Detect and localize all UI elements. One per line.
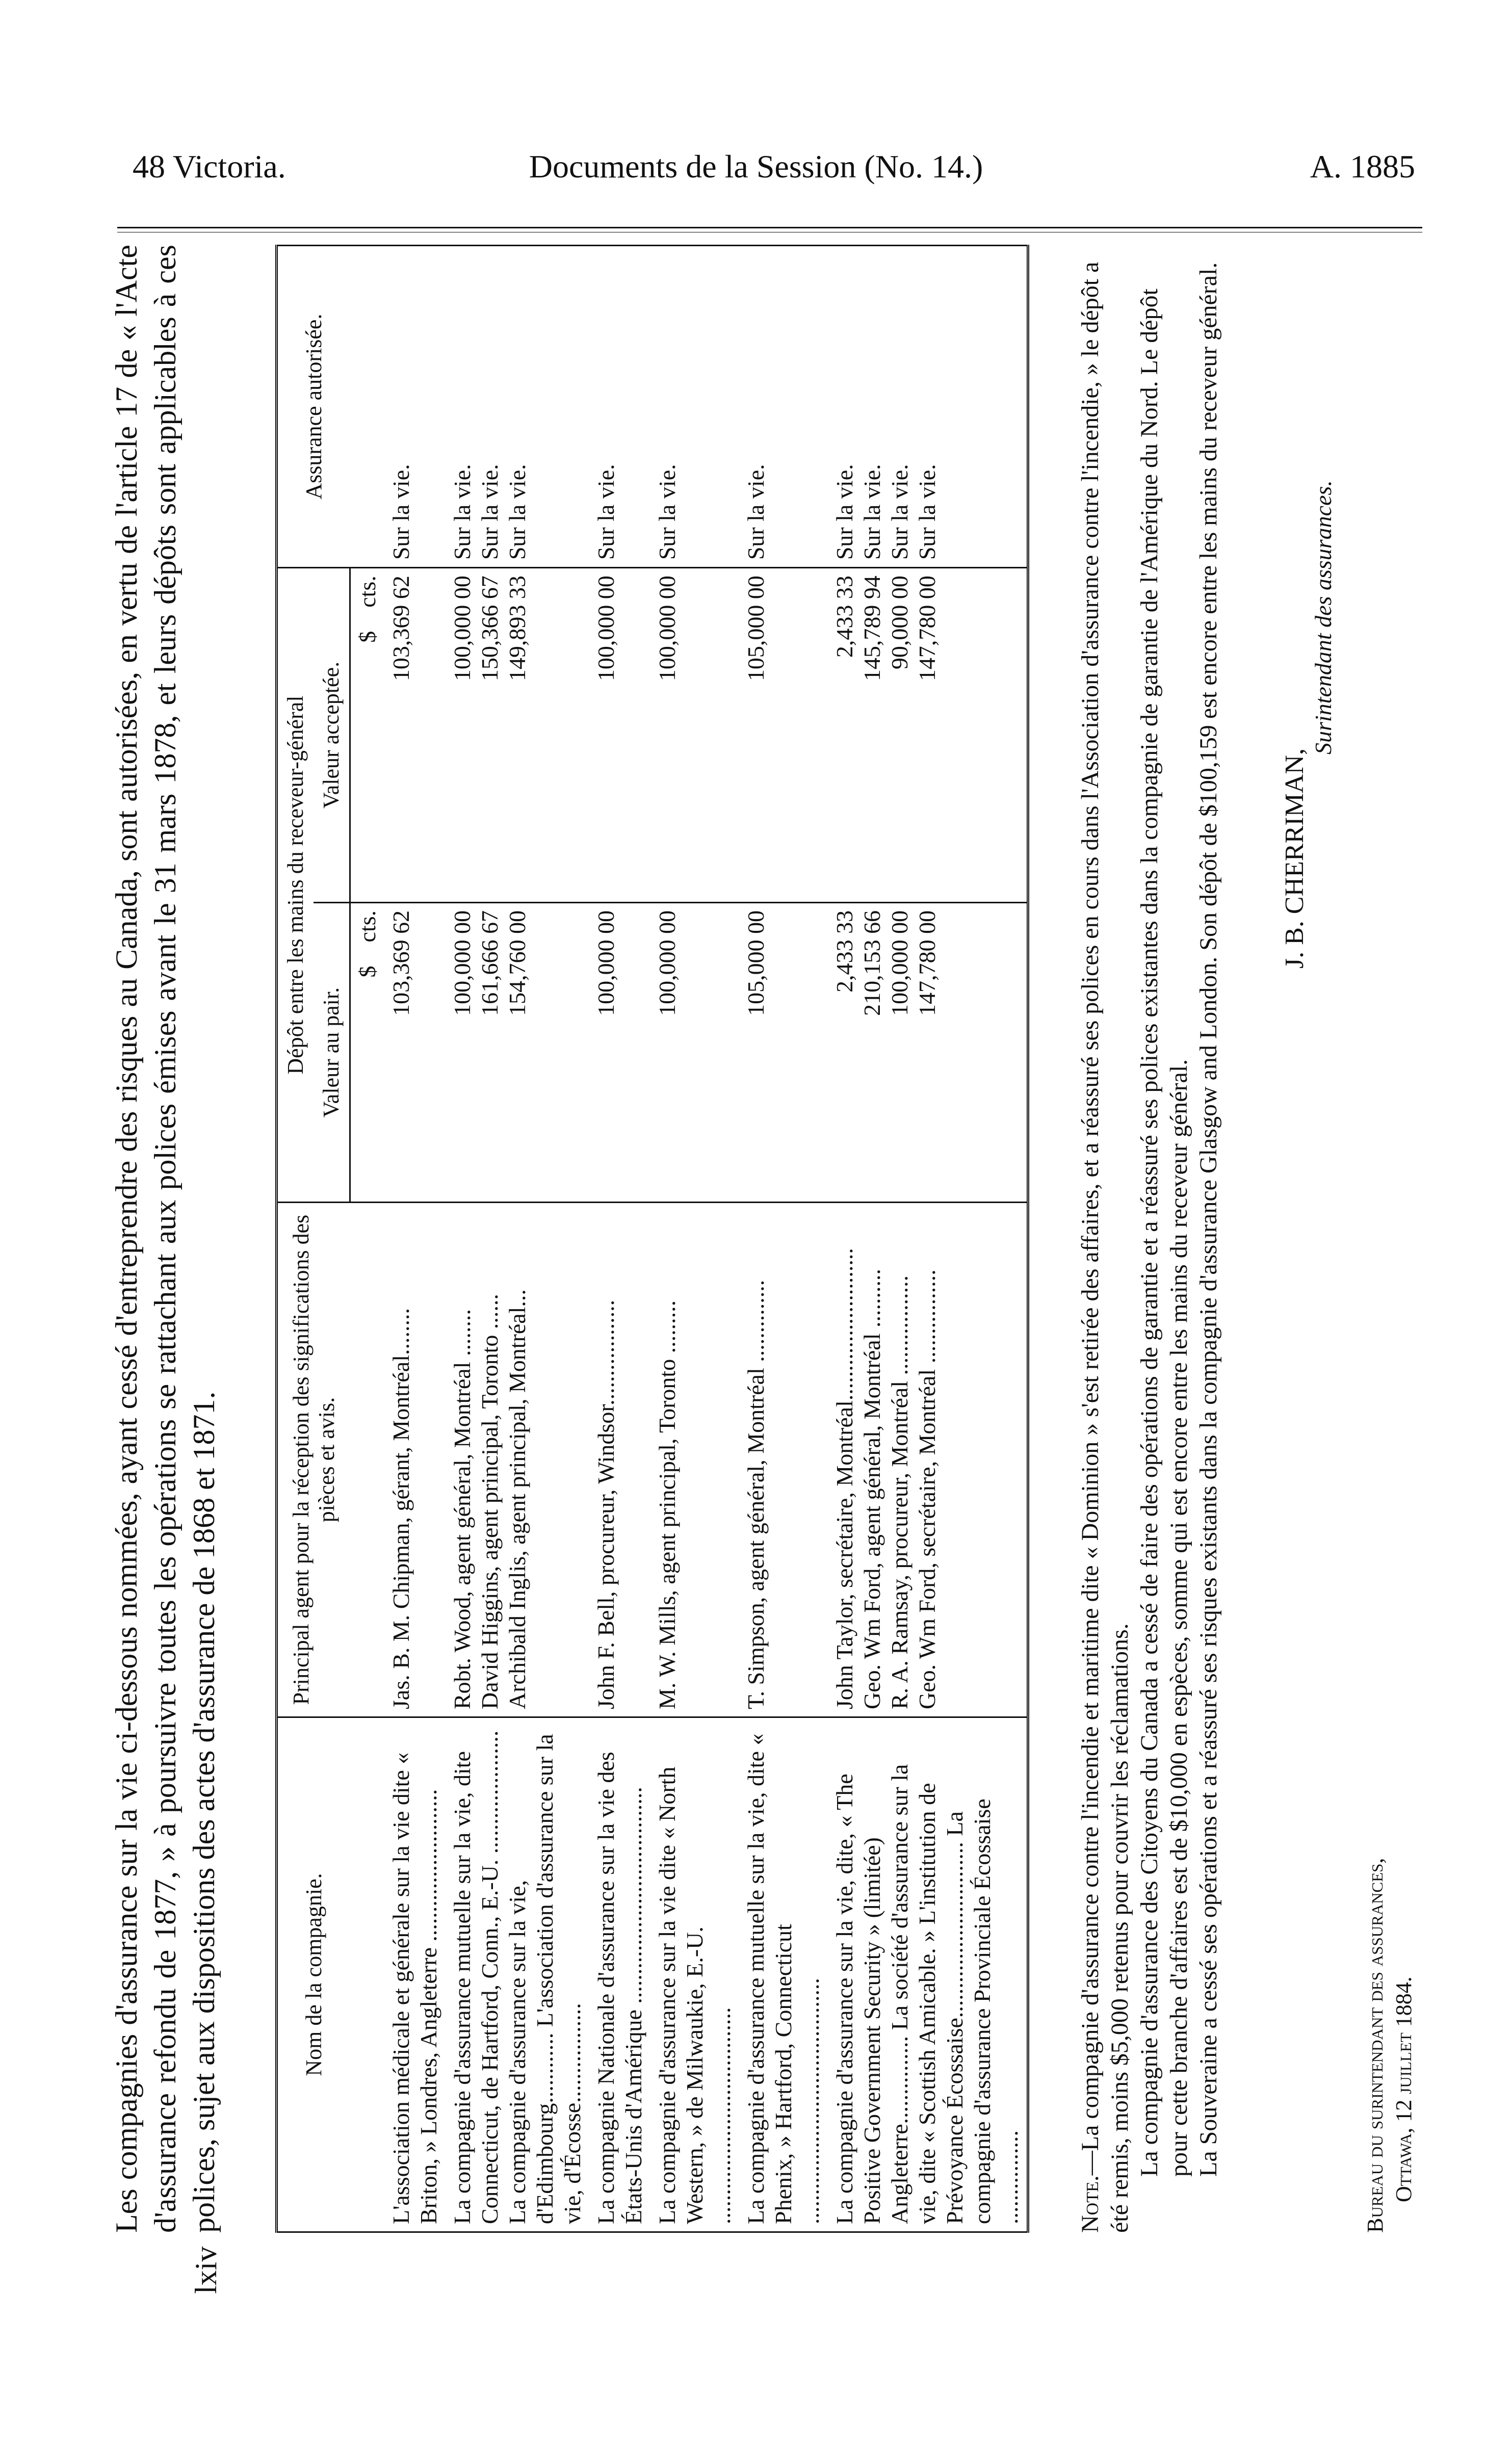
authorized-cell-line: Sur la vie. xyxy=(449,464,475,560)
agent-cell-line: Geo. Wm Ford, secrétaire, Montréal ................ xyxy=(914,1269,940,1709)
header-rule xyxy=(117,227,1422,228)
intro-paragraph: Les compagnies d'assurance sur la vie ci-dessous nommées, ayant cessé d'entreprendre des risques au Canada, sont autorisées, en vertu de l'article 17 de « l'Acte d'assurance refondu de 1877, » à poursuivre toutes les opérations se rattachant aux polices émises avant le 31 mars 1878, et leurs dépôts sont applicables à ces polices, sujet aux dispositions des actes d'assurance de 1868 et 1871. xyxy=(110,245,221,2233)
table-row xyxy=(589,246,650,2232)
unit-blank xyxy=(350,246,385,568)
accepted-value-cell xyxy=(739,568,828,903)
signature-name: J. B. CHERRIMAN, xyxy=(1280,748,1309,969)
table-row xyxy=(739,246,828,2232)
table-row xyxy=(828,246,1028,2232)
authorized-cell xyxy=(589,246,650,568)
agent-cell xyxy=(446,1203,589,1717)
accepted-value-cell xyxy=(650,568,739,903)
bureau-block xyxy=(1361,1858,1418,2233)
par-value-cell-line: 147,780 00 xyxy=(914,910,940,1016)
note-para-1 xyxy=(1076,245,1135,2233)
unit-par xyxy=(350,902,385,1202)
authorized-cell xyxy=(650,246,739,568)
unit-row xyxy=(350,246,385,2232)
agent-cell xyxy=(384,1203,446,1717)
agent-cell-line: David Higgins, agent principal, Toronto ...... xyxy=(477,1294,503,1709)
accepted-value-cell-line: 90,000 00 xyxy=(887,576,913,670)
signature-block xyxy=(1280,480,1337,969)
unit-dollar: $ xyxy=(354,631,380,643)
authorized-cell xyxy=(446,246,589,568)
agent-cell-line: T. Simpson, agent général, Montréal .............. xyxy=(743,1280,769,1709)
note-section xyxy=(1076,245,1223,2233)
accepted-value-cell-line: 147,780 00 xyxy=(914,576,940,682)
note-para-3: La Souveraine a cessé ses opérations et a réassuré ses risques existants dans la compagnie d'assurance Glasgow and London. Son dépôt de $100,159 est encore entre les mains du receveur général. xyxy=(1195,262,1222,2177)
unit-blank xyxy=(350,1203,385,1717)
agent-cell-line: R. A. Ramsay, procureur, Montréal ................. xyxy=(887,1275,913,1709)
par-value-cell xyxy=(446,902,589,1202)
authorized-cell-line: Sur la vie. xyxy=(477,464,503,560)
agent-cell-line: John F. Bell, procureur, Windsor.................. xyxy=(593,1299,619,1709)
authorized-cell-line: Sur la vie. xyxy=(743,464,769,560)
company-cell: La compagnie Nationale d'assurance sur la vie des États-Unis d'Amérique ..................................... xyxy=(589,1717,650,2232)
header-left: 48 Victoria. xyxy=(133,148,286,185)
header-right: A. 1885 xyxy=(1310,148,1415,185)
par-value-cell-line: 103,369 62 xyxy=(388,910,414,1016)
accepted-value-cell xyxy=(384,568,446,903)
unit-cents: cts. xyxy=(354,576,380,608)
agent-cell-line: Geo. Wm Ford, agent général, Montréal .......... xyxy=(859,1269,885,1709)
par-value-cell-line: 161,666 67 xyxy=(477,910,503,1016)
deposits-table xyxy=(275,245,1029,2233)
authorized-cell-line: Sur la vie. xyxy=(388,464,414,560)
par-value-cell-line: 210,153 66 xyxy=(859,910,885,1016)
accepted-value-cell-line: 2,433 33 xyxy=(831,576,857,658)
company-cell: L'association médicale et générale sur la vie dite « Briton, » Londres, Angleterre .......................... xyxy=(384,1717,446,2232)
par-value-cell-line: 154,760 00 xyxy=(504,910,530,1016)
agent-cell xyxy=(828,1203,1028,1717)
authorized-cell xyxy=(828,246,1028,568)
company-cell: La compagnie d'assurance sur la vie dite « North Western, » de Milwaukie, E.-U. ..................................... xyxy=(650,1717,739,2232)
accepted-value-cell-line: 100,000 00 xyxy=(449,576,475,682)
header-center: Documents de la Session (No. 14.) xyxy=(529,148,983,185)
agent-cell xyxy=(650,1203,739,1717)
par-value-cell xyxy=(739,902,828,1202)
table-row xyxy=(650,246,739,2232)
rotated-content xyxy=(107,245,1463,2294)
authorized-cell-line: Sur la vie. xyxy=(887,464,913,560)
signature-title: Surintendant des assurances. xyxy=(1310,480,1336,754)
authorized-cell xyxy=(739,246,828,568)
note-label: Note. xyxy=(1077,2175,1104,2233)
unit-cents: cts. xyxy=(354,910,380,943)
accepted-value-cell xyxy=(446,568,589,903)
accepted-value-cell-line: 149,893 33 xyxy=(504,576,530,682)
accepted-value-cell-line: 100,000 00 xyxy=(654,576,680,682)
par-value-cell xyxy=(589,902,650,1202)
page-number: lxiv xyxy=(189,2246,223,2294)
unit-blank xyxy=(350,1717,385,2232)
par-value-cell-line: 105,000 00 xyxy=(743,910,769,1016)
agent-cell xyxy=(589,1203,650,1717)
col-deposit-header: Dépôt entre les mains du receveur-général xyxy=(277,568,314,1203)
col-agent-header: Principal agent pour la réception des significations des pièces et avis. xyxy=(277,1203,350,1717)
accepted-value-cell-line: 100,000 00 xyxy=(593,576,619,682)
authorized-cell-line: Sur la vie. xyxy=(593,464,619,560)
accepted-value-cell xyxy=(589,568,650,903)
bureau-line-1: Bureau du surintendant des assurances, xyxy=(1363,1858,1388,2233)
accepted-value-cell-line: 103,369 62 xyxy=(388,576,414,682)
col-authorized-header: Assurance autorisée. xyxy=(277,246,350,568)
col-company-header: Nom de la compagnie. xyxy=(277,1717,350,2232)
company-cell: La compagnie d'assurance mutuelle sur la vie, dite Connecticut, de Hartford, Conn., E.-U. ..................... La compagnie d'assurance sur la vie, d'Edimbourg............ L'association d'assurance sur la vie, d'Écosse................. xyxy=(446,1717,589,2232)
unit-accepted xyxy=(350,568,385,903)
agent-cell-line: M. W. Mills, agent principal, Toronto ......... xyxy=(654,1300,680,1709)
table-row xyxy=(446,246,589,2232)
par-value-cell xyxy=(650,902,739,1202)
agent-cell-line: John Taylor, secrétaire, Montréal.......................... xyxy=(831,1248,857,1709)
table-row xyxy=(384,246,446,2232)
authorized-cell-line: Sur la vie. xyxy=(831,464,857,560)
authorized-cell-line: Sur la vie. xyxy=(504,464,530,560)
authorized-cell-line: Sur la vie. xyxy=(859,464,885,560)
note-para-2: La compagnie d'assurance des Citoyens du Canada a cessé de faire des opérations de garantie et a réassuré ses polices existantes dans la compagnie de garantie de l'Amérique du Nord. Le dépôt pour cette branche d'affaires est de $10,000 en espèces, somme qui est encore entre les mains du receveur général. xyxy=(1136,289,1192,2177)
par-value-cell xyxy=(384,902,446,1202)
col-accepted-header: Valeur acceptée. xyxy=(314,568,350,903)
authorized-cell-line: Sur la vie. xyxy=(914,464,940,560)
authorized-cell-line: Sur la vie. xyxy=(654,464,680,560)
accepted-value-cell-line: 105,000 00 xyxy=(743,576,769,682)
accepted-value-cell-line: 150,366 67 xyxy=(477,576,503,682)
company-cell: La compagnie d'assurance mutuelle sur la vie, dite « Phenix, » Hartford, Connecticut .......................................... xyxy=(739,1717,828,2232)
par-value-cell-line: 2,433 33 xyxy=(831,910,857,993)
bureau-line-2: Ottawa, 12 juillet 1884. xyxy=(1391,1976,1416,2202)
unit-dollar: $ xyxy=(354,966,380,978)
accepted-value-cell xyxy=(828,568,1028,903)
agent-cell xyxy=(739,1203,828,1717)
note-line-1: —La compagnie d'assurance contre l'incendie et maritime dite « Dominion » s'est retirée des affaires, et a réassuré ses polices en cours dans l'Association d'assurance contre l'incendie, » le dépôt a été remis, moins $5,000 retenus pour couvrir les réclamations. xyxy=(1077,262,1133,2233)
agent-cell-line: Archibald Inglis, agent principal, Montréal... xyxy=(504,1289,530,1709)
page-header xyxy=(0,148,1512,209)
col-par-header: Valeur au pair. xyxy=(314,902,350,1202)
par-value-cell-line: 100,000 00 xyxy=(593,910,619,1016)
accepted-value-cell-line: 145,789 94 xyxy=(859,576,885,682)
par-value-cell xyxy=(828,902,1028,1202)
agent-cell-line: Robt. Wood, agent général, Montréal ........ xyxy=(449,1309,475,1709)
company-cell: La compagnie d'assurance sur la vie, dite, « The Positive Government Security » (limitée) Angleterre............... La société d'assurance sur la vie, dite « Scottish Amicable. » L'institution de Prévoyance Écossaise.............................. La compagnie d'assurance Provinciale Écossaise ................ xyxy=(828,1717,1028,2232)
authorized-cell xyxy=(384,246,446,568)
agent-cell-line: Jas. B. M. Chipman, gérant, Montréal........ xyxy=(388,1308,414,1709)
par-value-cell-line: 100,000 00 xyxy=(654,910,680,1016)
par-value-cell-line: 100,000 00 xyxy=(887,910,913,1016)
par-value-cell-line: 100,000 00 xyxy=(449,910,475,1016)
